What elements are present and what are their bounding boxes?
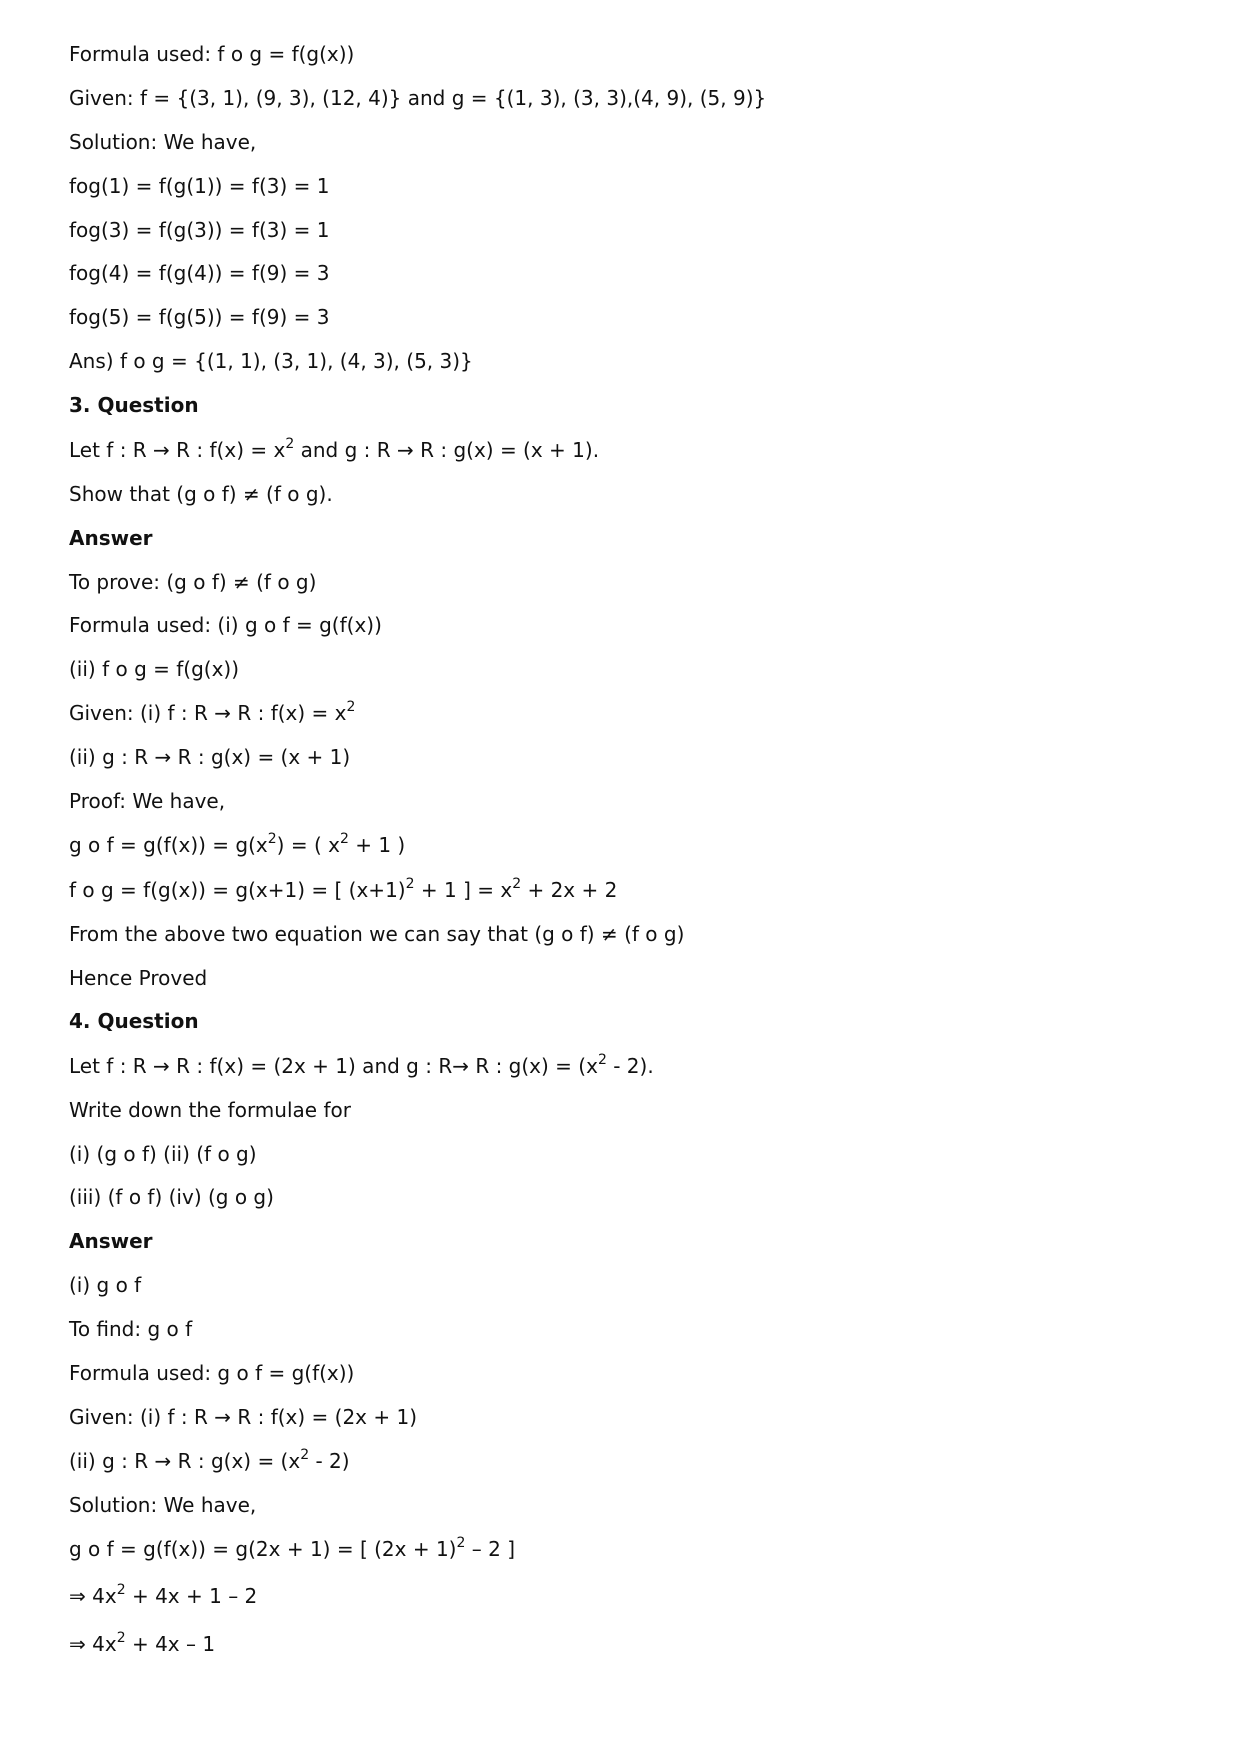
text-segment: Solution: We have, [69, 1493, 257, 1517]
text-segment: Show that (g o f) ≠ (f o g). [69, 482, 333, 506]
section-heading [69, 1228, 153, 1254]
text-segment: - 2). [606, 1054, 654, 1078]
text-segment: (ii) g : R → R : g(x) = (x [69, 1449, 301, 1473]
text-line [69, 1141, 257, 1167]
text-line [69, 1097, 351, 1123]
text-line [69, 1536, 515, 1562]
text-line [69, 1360, 354, 1386]
text-segment: Formula used: (i) g o f = g(f(x)) [69, 613, 382, 637]
text-segment: + 4x + 1 – 2 [125, 1584, 258, 1608]
text-line [69, 744, 350, 770]
text-segment: + 2x + 2 [521, 878, 618, 902]
text-segment: From the above two equation we can say that (g o f) ≠ (f o g) [69, 922, 685, 946]
text-line [69, 85, 766, 111]
superscript: 2 [116, 1630, 126, 1646]
text-line [69, 1583, 257, 1609]
text-segment: 4. Question [69, 1009, 199, 1033]
text-segment: Let f : R → R : f(x) = (2x + 1) and g : R→ R : g(x) = (x [69, 1054, 598, 1078]
text-segment: + 1 ) [348, 833, 406, 857]
superscript: 2 [597, 1052, 607, 1068]
text-segment: Hence Proved [69, 966, 208, 990]
text-line [69, 612, 382, 638]
text-line [69, 437, 599, 463]
text-segment: Answer [69, 1229, 153, 1253]
text-segment: Given: (i) f : R → R : f(x) = (2x + 1) [69, 1405, 418, 1429]
text-line [69, 348, 473, 374]
text-line [69, 1492, 256, 1518]
text-line [69, 1404, 417, 1430]
text-segment: + 1 ] = x [414, 878, 513, 902]
section-heading [69, 392, 199, 418]
text-line [69, 832, 405, 858]
text-line [69, 1184, 274, 1210]
superscript: 2 [285, 436, 295, 452]
text-segment: Formula used: g o f = g(f(x)) [69, 1361, 355, 1385]
text-line [69, 217, 330, 243]
text-segment: ) = ( x [276, 833, 340, 857]
text-line [69, 41, 354, 67]
text-line [69, 700, 355, 726]
text-segment: (i) (g o f) (ii) (f o g) [69, 1142, 257, 1166]
text-line [69, 304, 330, 330]
text-line [69, 1316, 192, 1342]
text-line [69, 173, 330, 199]
text-line [69, 965, 207, 991]
section-heading [69, 525, 153, 551]
superscript: 2 [300, 1447, 310, 1463]
text-segment: To prove: (g o f) ≠ (f o g) [69, 570, 317, 594]
text-line [69, 569, 316, 595]
text-segment: Write down the formulae for [69, 1098, 351, 1122]
text-segment: fog(3) = f(g(3)) = f(3) = 1 [69, 218, 330, 242]
text-line [69, 260, 330, 286]
text-segment: To find: g o f [69, 1317, 193, 1341]
text-line [69, 1448, 350, 1474]
section-heading [69, 1008, 199, 1034]
text-segment: g o f = g(f(x)) = g(2x + 1) = [ (2x + 1) [69, 1537, 457, 1561]
text-segment: – 2 ] [465, 1537, 516, 1561]
text-line [69, 1631, 215, 1657]
text-segment: Let f : R → R : f(x) = x [69, 438, 286, 462]
text-line [69, 656, 239, 682]
text-segment: Proof: We have, [69, 789, 226, 813]
text-segment: fog(5) = f(g(5)) = f(9) = 3 [69, 305, 330, 329]
text-line [69, 788, 225, 814]
superscript: 2 [512, 876, 522, 892]
text-segment: ⇒ 4x [69, 1632, 117, 1656]
text-segment: and g : R → R : g(x) = (x + 1). [294, 438, 600, 462]
superscript: 2 [116, 1582, 126, 1598]
text-segment: - 2) [309, 1449, 350, 1473]
text-segment: (ii) g : R → R : g(x) = (x + 1) [69, 745, 351, 769]
superscript: 2 [339, 831, 349, 847]
text-segment: Given: f = {(3, 1), (9, 3), (12, 4)} and g = {(1, 3), (3, 3),(4, 9), (5, 9)} [69, 86, 767, 110]
text-segment: Ans) f o g = {(1, 1), (3, 1), (4, 3), (5, 3)} [69, 349, 473, 373]
superscript: 2 [405, 876, 415, 892]
text-line [69, 1053, 654, 1079]
superscript: 2 [267, 831, 277, 847]
superscript: 2 [456, 1535, 466, 1551]
text-segment: (iii) (f o f) (iv) (g o g) [69, 1185, 274, 1209]
text-line [69, 921, 684, 947]
text-line [69, 129, 256, 155]
text-segment: f o g = f(g(x)) = g(x+1) = [ (x+1) [69, 878, 406, 902]
text-segment: g o f = g(f(x)) = g(x [69, 833, 268, 857]
text-segment: Solution: We have, [69, 130, 257, 154]
text-segment: fog(1) = f(g(1)) = f(3) = 1 [69, 174, 330, 198]
text-segment: (ii) f o g = f(g(x)) [69, 657, 240, 681]
text-segment: fog(4) = f(g(4)) = f(9) = 3 [69, 261, 330, 285]
text-segment: Given: (i) f : R → R : f(x) = x [69, 701, 347, 725]
superscript: 2 [346, 699, 356, 715]
text-line [69, 877, 617, 903]
text-segment: 3. Question [69, 393, 199, 417]
text-segment: + 4x – 1 [125, 1632, 216, 1656]
text-line [69, 481, 333, 507]
text-segment: (i) g o f [69, 1273, 142, 1297]
text-segment: Answer [69, 526, 153, 550]
text-segment: ⇒ 4x [69, 1584, 117, 1608]
text-line [69, 1272, 141, 1298]
text-segment: Formula used: f o g = f(g(x)) [69, 42, 355, 66]
